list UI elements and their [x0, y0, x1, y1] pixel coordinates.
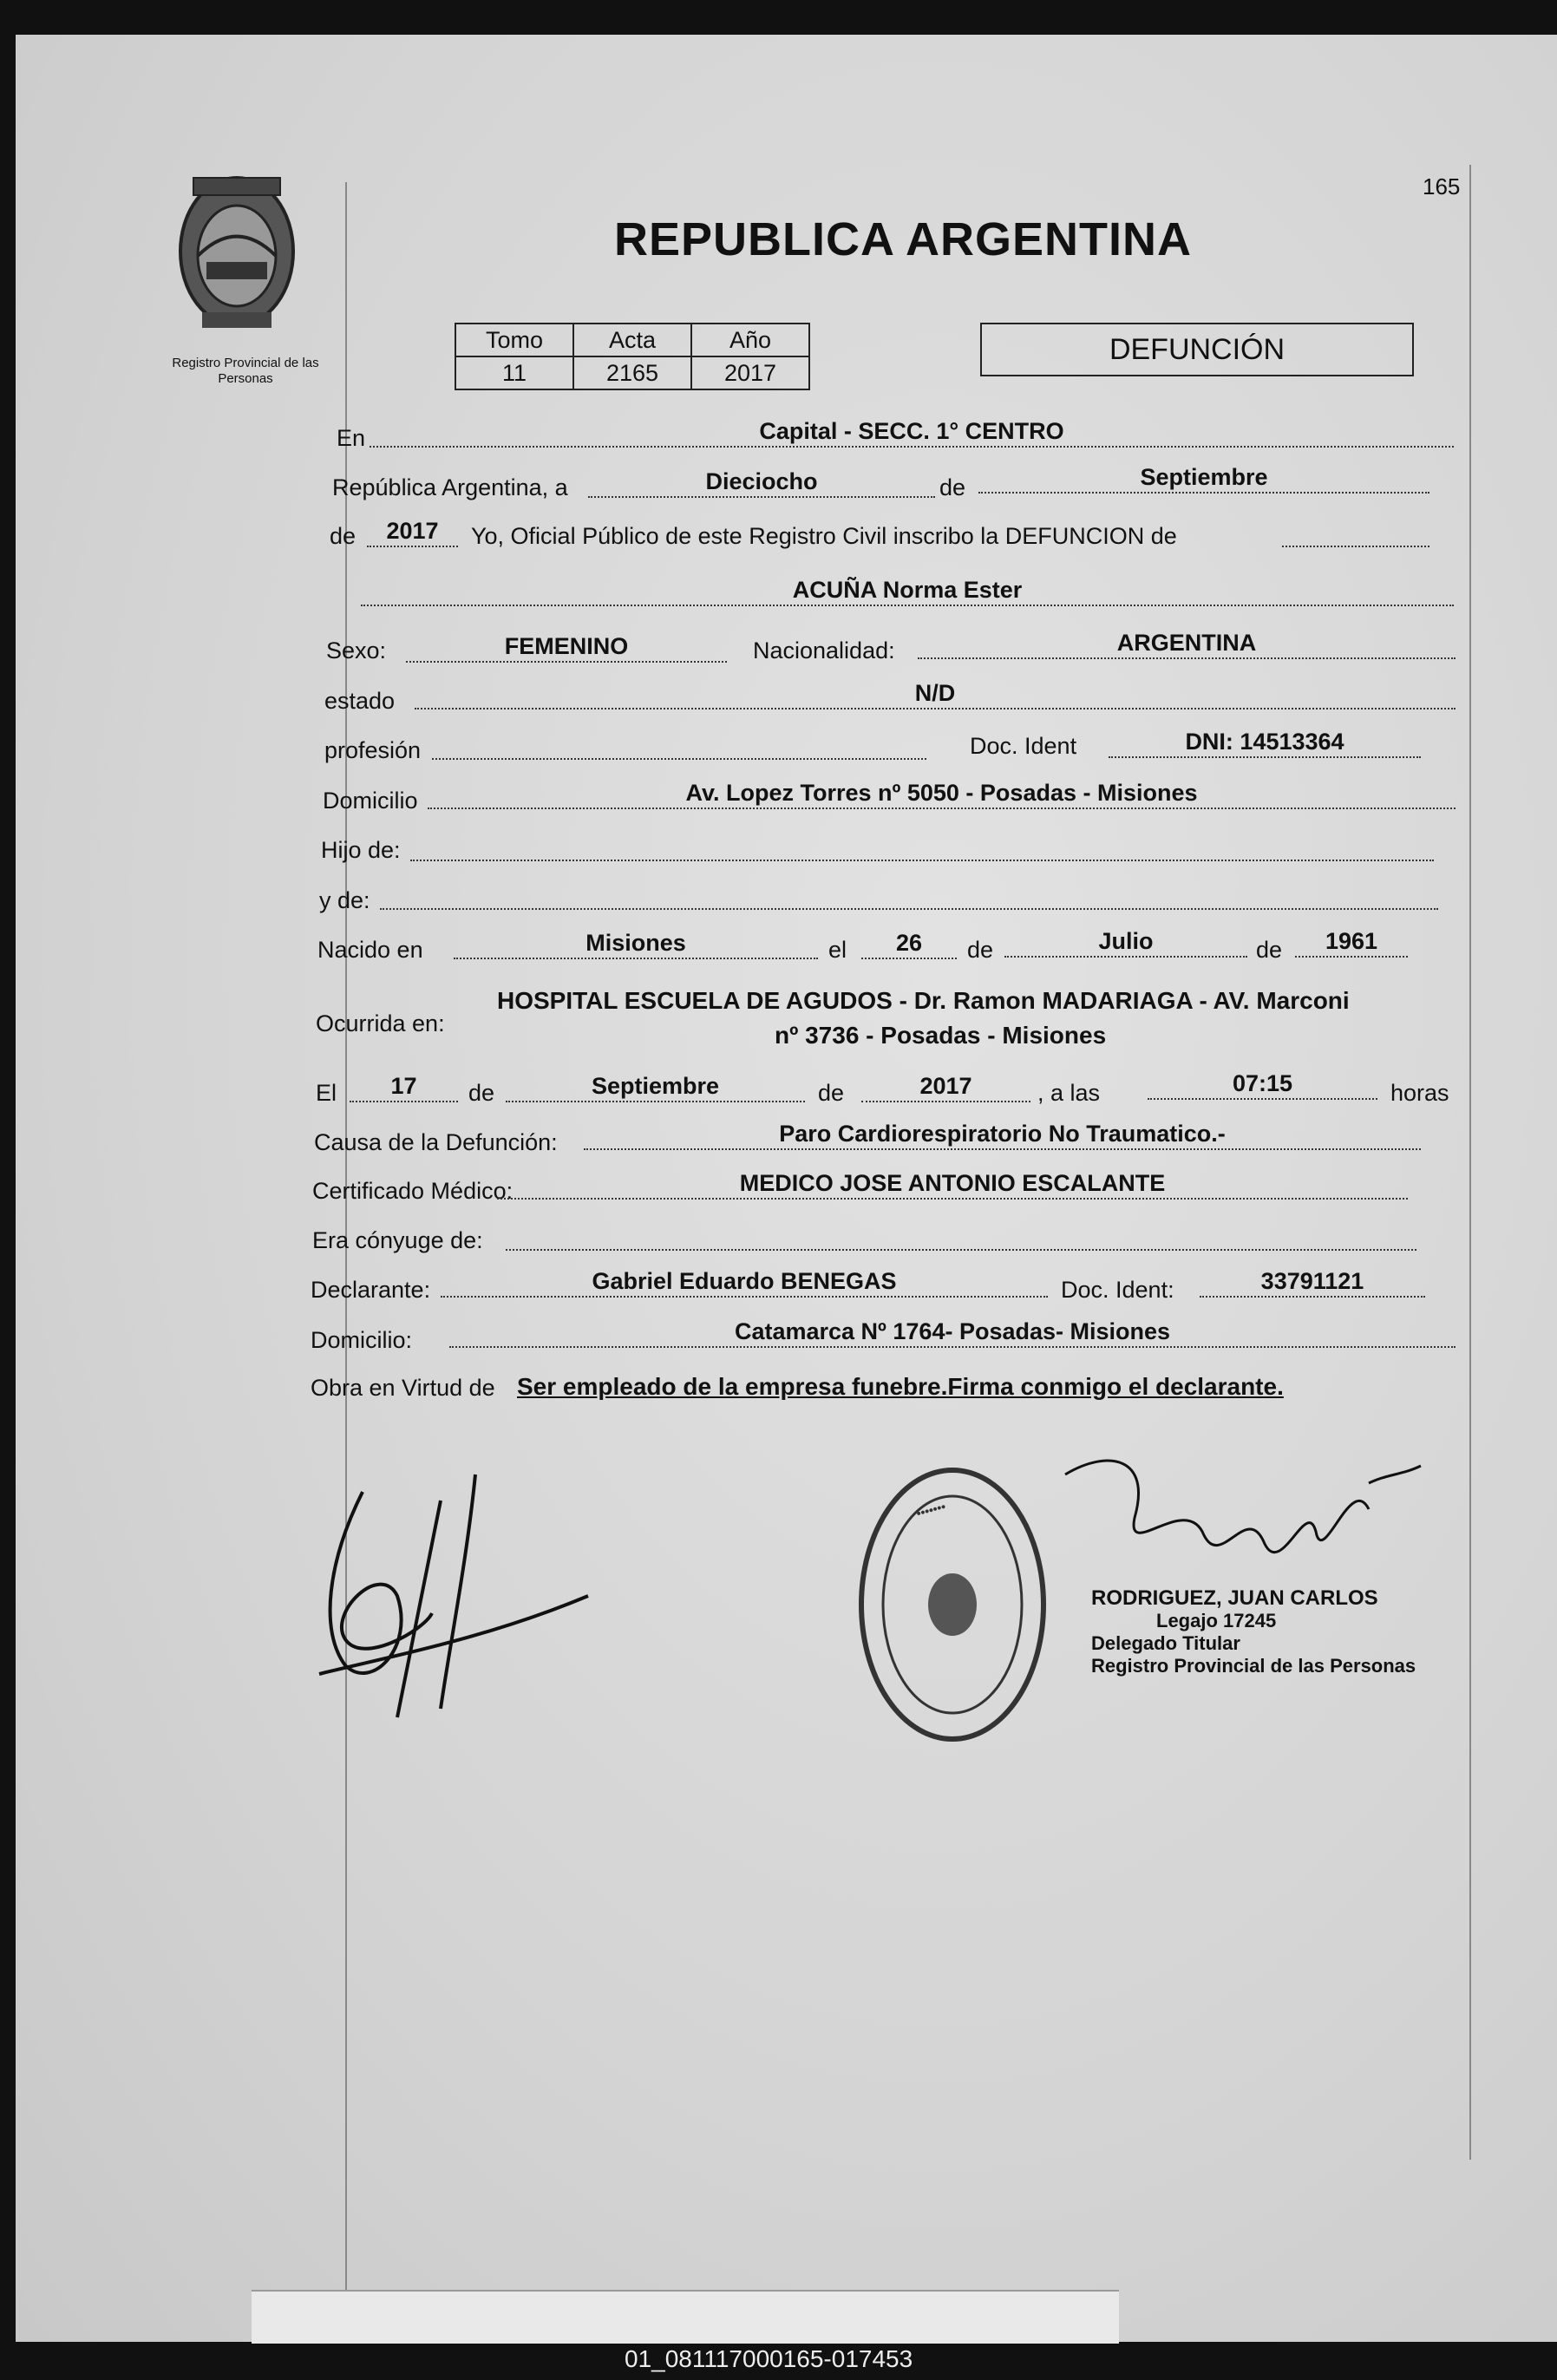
- profesion-value: [432, 729, 926, 760]
- declarante-label: Declarante:: [311, 1277, 431, 1303]
- def-dia-value: 17: [350, 1071, 458, 1102]
- de-nac-anio-label: de: [1256, 937, 1283, 963]
- ref-header-acta: Acta: [573, 324, 691, 356]
- right-margin-line: [1469, 165, 1471, 2160]
- en-label: En: [337, 425, 366, 451]
- certificado-value: MEDICO JOSE ANTONIO ESCALANTE: [497, 1168, 1408, 1200]
- de-nac-label: de: [967, 937, 994, 963]
- sexo-value: FEMENINO: [406, 631, 727, 663]
- official-cargo: Delegado Titular: [1091, 1632, 1240, 1654]
- conyuge-value: [506, 1219, 1416, 1251]
- de-anio-label: de: [330, 523, 357, 549]
- nacionalidad-value: ARGENTINA: [918, 628, 1456, 659]
- virtud-value: Ser empleado de la empresa funebre.Firma conmigo el declarante.: [517, 1373, 1284, 1400]
- document-page: [16, 35, 1557, 2342]
- declarante-value: Gabriel Eduardo BENEGAS: [441, 1266, 1048, 1298]
- def-anio-value: 2017: [861, 1071, 1030, 1102]
- domicilio-label: Domicilio: [323, 788, 418, 814]
- official-info: [1091, 1587, 1416, 1677]
- nacido-value: Misiones: [454, 928, 818, 959]
- virtud-label: Obra en Virtud de: [311, 1375, 495, 1401]
- ref-header-anio: Año: [691, 324, 809, 356]
- inscribo-text: Yo, Oficial Público de este Registro Civil inscribo la DEFUNCION de: [471, 523, 1177, 549]
- doc-ident2-label: Doc. Ident:: [1061, 1277, 1174, 1303]
- lugar-value: Capital - SECC. 1° CENTRO: [370, 416, 1454, 448]
- el-def-label: El: [316, 1080, 337, 1106]
- declarant-signature: [311, 1457, 605, 1752]
- def-mes-value: Septiembre: [506, 1071, 805, 1102]
- yde-value: [380, 879, 1438, 910]
- mes-value: Septiembre: [978, 462, 1429, 494]
- ocurrida-label: Ocurrida en:: [316, 1010, 445, 1036]
- deceased-name: ACUÑA Norma Ester: [361, 575, 1454, 606]
- ref-value-acta: 2165: [573, 356, 691, 389]
- certificado-label: Certificado Médico:: [312, 1178, 514, 1204]
- svg-text:•••••••: •••••••: [914, 1499, 947, 1520]
- official-legajo: Legajo 17245: [1156, 1610, 1277, 1631]
- nacido-label: Nacido en: [317, 937, 423, 963]
- ref-value-tomo: 11: [455, 356, 573, 389]
- estado-label: estado: [324, 688, 396, 714]
- official-name: RODRIGUEZ, JUAN CARLOS: [1091, 1586, 1378, 1610]
- doc-ident-value: DNI: 14513364: [1109, 727, 1421, 758]
- domicilio2-label: Domicilio:: [311, 1327, 413, 1353]
- nac-mes-value: Julio: [1004, 926, 1247, 958]
- ref-header-tomo: Tomo: [455, 324, 573, 356]
- official-signature: [1057, 1440, 1456, 1596]
- doc-ident-label: Doc. Ident: [970, 733, 1077, 759]
- page-title: REPUBLICA ARGENTINA: [614, 213, 1192, 265]
- de-def-label: de: [468, 1080, 495, 1106]
- ocurrida-line1: HOSPITAL ESCUELA DE AGUDOS - Dr. Ramon MADARIAGA - AV. Marconi: [497, 987, 1350, 1014]
- reference-table: [455, 323, 810, 390]
- nac-dia-value: 26: [861, 928, 957, 959]
- conyuge-label: Era cónyuge de:: [312, 1227, 483, 1253]
- hijo-value: [410, 830, 1434, 861]
- republica-label: República Argentina, a: [332, 474, 568, 500]
- de-def-anio-label: de: [818, 1080, 845, 1106]
- dia-value: Dieciocho: [588, 467, 935, 498]
- registry-caption: Registro Provincial de las Personas: [172, 356, 319, 386]
- profesion-label: profesión: [324, 737, 422, 763]
- document-type-box: DEFUNCIÓN: [980, 323, 1414, 376]
- official-stamp: [853, 1457, 1052, 1752]
- anio-value: 2017: [367, 516, 458, 547]
- de-label: de: [939, 474, 966, 500]
- doc-ident2-value: 33791121: [1200, 1266, 1425, 1298]
- page-number: 165: [1423, 173, 1461, 199]
- nacionalidad-label: Nacionalidad:: [753, 638, 895, 664]
- def-hora-value: 07:15: [1148, 1069, 1377, 1100]
- yde-label: y de:: [319, 887, 370, 913]
- inscribo-blank: [1282, 516, 1429, 547]
- underlying-page-strip: [252, 2290, 1119, 2344]
- estado-value: N/D: [415, 678, 1456, 709]
- domicilio-value: Av. Lopez Torres nº 5050 - Posadas - Misiones: [428, 778, 1456, 809]
- ref-value-anio: 2017: [691, 356, 809, 389]
- alas-label: , a las: [1037, 1080, 1101, 1106]
- sexo-label: Sexo:: [326, 638, 387, 664]
- ocurrida-line2: nº 3736 - Posadas - Misiones: [775, 1022, 1107, 1049]
- provincial-seal-icon: [163, 165, 311, 347]
- causa-label: Causa de la Defunción:: [314, 1129, 558, 1155]
- causa-value: Paro Cardiorespiratorio No Traumatico.-: [584, 1119, 1421, 1150]
- el-label: el: [828, 937, 847, 963]
- official-registro: Registro Provincial de las Personas: [1091, 1655, 1416, 1677]
- file-id: 01_081117000165-017453: [625, 2345, 913, 2372]
- domicilio2-value: Catamarca Nº 1764- Posadas- Misiones: [449, 1317, 1456, 1348]
- nac-anio-value: 1961: [1295, 926, 1408, 958]
- horas-label: horas: [1390, 1080, 1449, 1106]
- hijo-label: Hijo de:: [321, 837, 401, 863]
